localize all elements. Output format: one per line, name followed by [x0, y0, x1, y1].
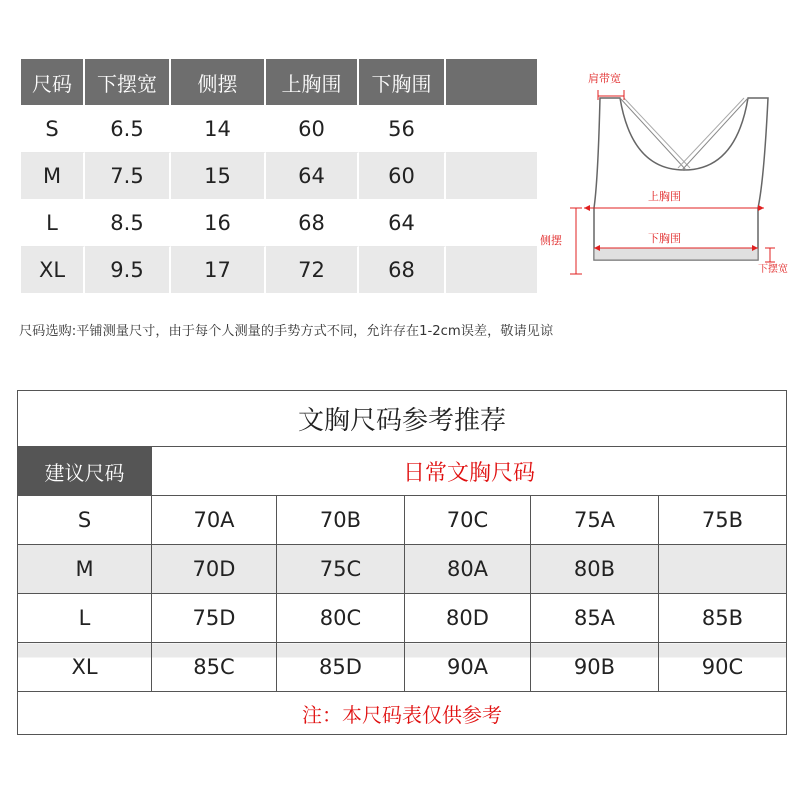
cell-upper-bust: 72: [266, 247, 359, 294]
cell-side-hem: 14: [171, 106, 266, 153]
header-upper-bust: 上胸围: [266, 59, 359, 106]
cell-side-hem: 16: [171, 200, 266, 247]
header-blank: [446, 59, 537, 106]
header-side-hem: 侧摆: [171, 59, 266, 106]
cell-size: S: [21, 106, 85, 153]
table-row: [21, 153, 537, 200]
cell-bra-size: 75B: [659, 496, 787, 545]
recommend-footer-row: [18, 692, 787, 735]
suggested-size-label: 建议尺码: [18, 447, 152, 496]
cell-bra-size: 70A: [152, 496, 277, 545]
label-hem-width: 下摆宽: [758, 264, 788, 275]
label-side-hem: 侧摆: [540, 234, 562, 247]
cell-size: M: [21, 153, 85, 200]
daily-bra-size-label: 日常文胸尺码: [152, 447, 787, 496]
cell-bra-size: 80C: [277, 594, 405, 643]
cell-bra-size: 85B: [659, 594, 787, 643]
table-row: [18, 545, 787, 594]
label-under-bust: 下胸围: [648, 232, 681, 245]
cell-under-bust: 64: [359, 200, 446, 247]
cell-under-bust: 68: [359, 247, 446, 294]
cell-upper-bust: 68: [266, 200, 359, 247]
cell-blank: [446, 247, 537, 294]
cell-bra-size: 90B: [531, 643, 659, 692]
cell-bra-size: 80D: [405, 594, 531, 643]
recommend-footer-note: 注：本尺码表仅供参考: [18, 692, 787, 735]
cell-bra-size: 75A: [531, 496, 659, 545]
bra-outline-icon: [594, 98, 768, 260]
cell-bra-size: 70C: [405, 496, 531, 545]
bra-measurement-diagram: [536, 60, 800, 290]
recommend-title: 文胸尺码参考推荐: [18, 391, 787, 447]
cell-side-hem: 17: [171, 247, 266, 294]
recommend-title-row: [18, 391, 787, 447]
cell-size: M: [18, 545, 152, 594]
cell-bra-size: 75C: [277, 545, 405, 594]
cell-bra-size: 85D: [277, 643, 405, 692]
size-table: [21, 59, 537, 294]
cell-size: XL: [18, 643, 152, 692]
cell-upper-bust: 60: [266, 106, 359, 153]
cell-under-bust: 56: [359, 106, 446, 153]
bra-size-recommend-table: [17, 390, 787, 735]
cell-bra-size: 80A: [405, 545, 531, 594]
label-upper-bust: 上胸围: [648, 190, 681, 203]
measurement-note: 尺码选购:平铺测量尺寸，由于每个人测量的手势方式不同，允许存在1-2cm误差，敬请见谅: [19, 324, 554, 339]
header-hem-width: 下摆宽: [85, 59, 171, 106]
label-shoulder-strap: 肩带宽: [588, 72, 621, 85]
recommend-subheader-row: [18, 447, 787, 496]
cell-side-hem: 15: [171, 153, 266, 200]
table-row: [18, 496, 787, 545]
cell-hem-width: 9.5: [85, 247, 171, 294]
cell-bra-size: 90A: [405, 643, 531, 692]
cell-bra-size: 70B: [277, 496, 405, 545]
cell-under-bust: 60: [359, 153, 446, 200]
table-row: [21, 247, 537, 294]
cell-bra-size: 85A: [531, 594, 659, 643]
table-row: [18, 643, 787, 692]
header-size: 尺码: [21, 59, 85, 106]
table-row: [21, 106, 537, 153]
table-row: [18, 594, 787, 643]
cell-bra-size: 90C: [659, 643, 787, 692]
cell-bra-size: 70D: [152, 545, 277, 594]
cell-bra-size: [659, 545, 787, 594]
cell-blank: [446, 200, 537, 247]
cell-hem-width: 6.5: [85, 106, 171, 153]
cell-bra-size: 75D: [152, 594, 277, 643]
cell-upper-bust: 64: [266, 153, 359, 200]
cell-size: L: [21, 200, 85, 247]
cell-bra-size: 80B: [531, 545, 659, 594]
cell-blank: [446, 153, 537, 200]
size-table-header: [21, 59, 537, 106]
cell-hem-width: 8.5: [85, 200, 171, 247]
cell-size: XL: [21, 247, 85, 294]
cell-bra-size: 85C: [152, 643, 277, 692]
table-row: [21, 200, 537, 247]
cell-hem-width: 7.5: [85, 153, 171, 200]
cell-blank: [446, 106, 537, 153]
header-under-bust: 下胸围: [359, 59, 446, 106]
cell-size: L: [18, 594, 152, 643]
cell-size: S: [18, 496, 152, 545]
